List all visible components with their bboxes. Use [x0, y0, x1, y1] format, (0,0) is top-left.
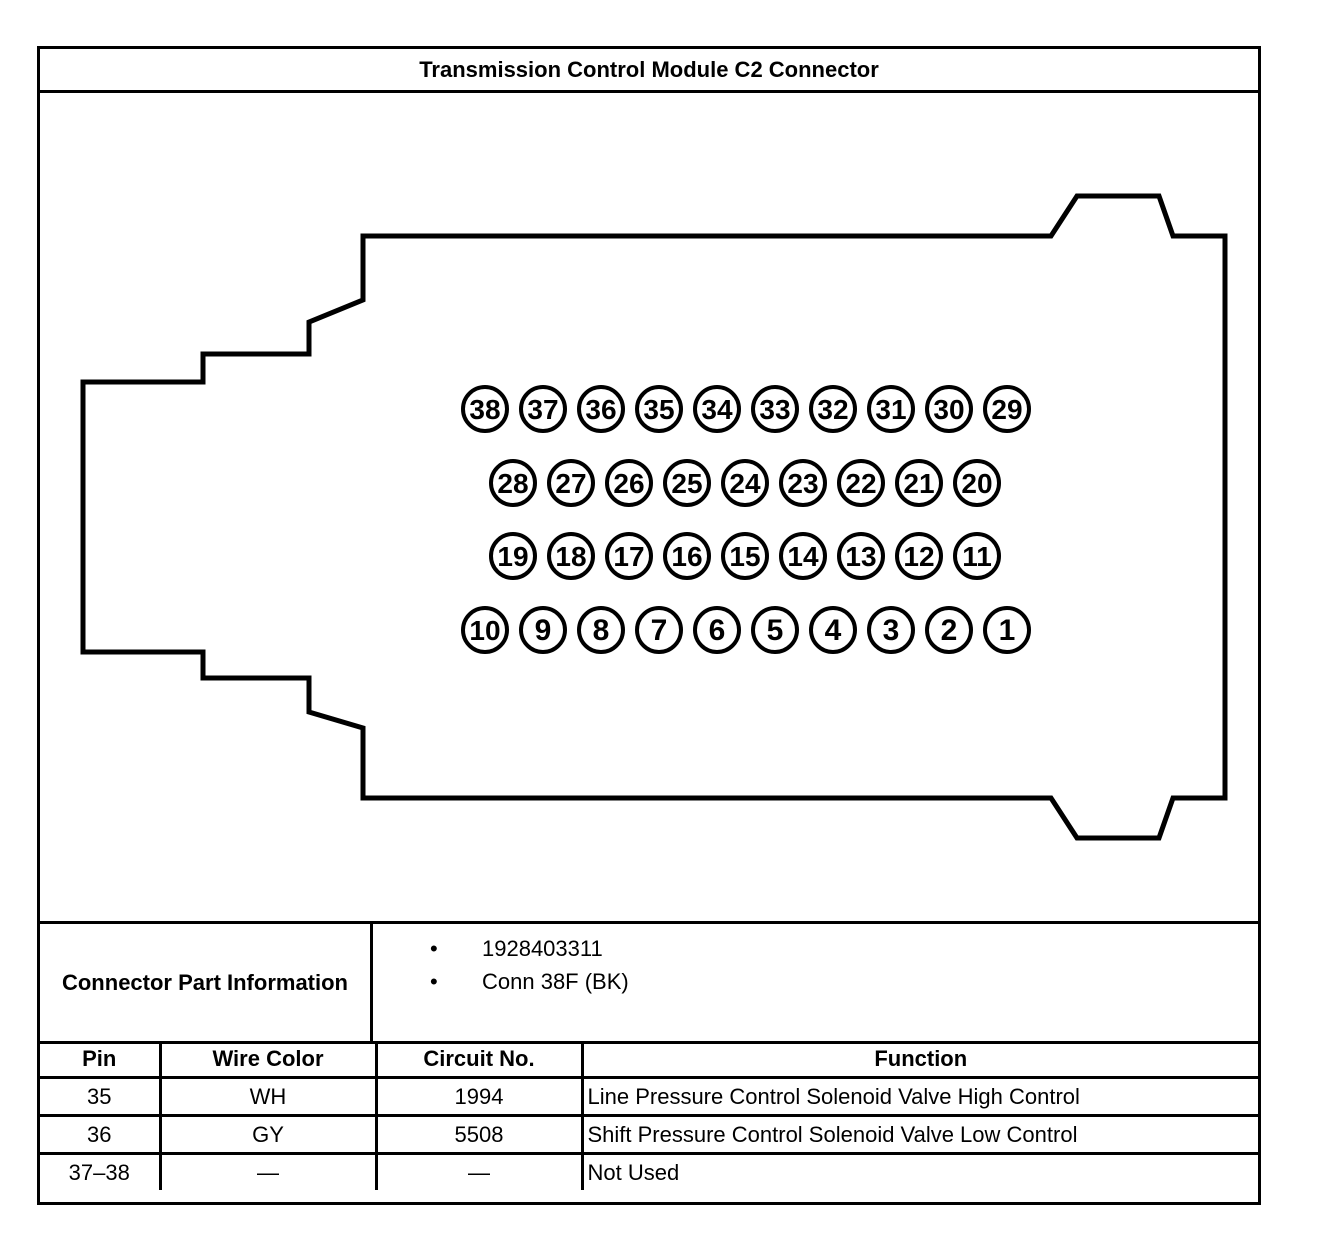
pin-8 [579, 608, 623, 652]
pin-grid [463, 387, 1029, 652]
connector-diagram [40, 90, 1258, 924]
cell-wire-color: GY [160, 1116, 376, 1154]
pin-label: 30 [933, 394, 965, 425]
pin-label: 14 [787, 541, 819, 572]
pin-label: 5 [766, 614, 784, 647]
pin-27 [549, 461, 593, 505]
pin-label: 17 [613, 541, 645, 572]
pin-20 [955, 461, 999, 505]
page-title: Transmission Control Module C2 Connector [40, 49, 1258, 93]
pin-3 [869, 608, 913, 652]
table-header-row [40, 1041, 1258, 1078]
pin-label: 19 [497, 541, 529, 572]
pin-label: 28 [497, 468, 529, 499]
pin-label: 10 [469, 615, 501, 646]
pin-14 [781, 534, 825, 578]
pin-18 [549, 534, 593, 578]
pin-9 [521, 608, 565, 652]
pin-label: 23 [787, 468, 819, 499]
pin-label: 3 [882, 614, 900, 647]
pin-label: 16 [671, 541, 703, 572]
pin-label: 27 [555, 468, 587, 499]
connector-description: • Conn 38F (BK) [376, 965, 629, 998]
pin-label: 13 [845, 541, 877, 572]
connector-part-info [40, 924, 1258, 1044]
pin-2 [927, 608, 971, 652]
pin-7 [637, 608, 681, 652]
pin-label: 24 [729, 468, 761, 499]
pin-label: 2 [940, 614, 958, 647]
pin-label: 26 [613, 468, 645, 499]
pin-30 [927, 387, 971, 431]
pin-label: 31 [875, 394, 907, 425]
pin-13 [839, 534, 883, 578]
pin-28 [491, 461, 535, 505]
table-row [40, 1154, 1258, 1191]
pin-23 [781, 461, 825, 505]
pin-table [40, 1041, 1258, 1190]
pin-38 [463, 387, 507, 431]
pin-label: 11 [962, 541, 992, 572]
cell-circuit: — [376, 1154, 582, 1191]
part-info-list [376, 932, 629, 998]
cell-wire-color: WH [160, 1078, 376, 1116]
pin-label: 29 [991, 394, 1023, 425]
part-number: • 1928403311 [376, 932, 629, 965]
pin-34 [695, 387, 739, 431]
pin-12 [897, 534, 941, 578]
pin-33 [753, 387, 797, 431]
header-function: Function [582, 1041, 1258, 1078]
pin-label: 15 [729, 541, 761, 572]
pin-label: 9 [534, 614, 552, 647]
pin-37 [521, 387, 565, 431]
pin-35 [637, 387, 681, 431]
pin-15 [723, 534, 767, 578]
connector-drawing [3, 0, 1328, 1000]
pin-label: 22 [845, 468, 877, 499]
pin-1 [985, 608, 1029, 652]
pin-36 [579, 387, 623, 431]
header-wire-color: Wire Color [160, 1041, 376, 1078]
pin-11 [955, 534, 999, 578]
table-row [40, 1078, 1258, 1116]
pin-24 [723, 461, 767, 505]
pin-4 [811, 608, 855, 652]
pin-label: 38 [469, 394, 501, 425]
pin-label: 6 [708, 614, 726, 647]
pin-26 [607, 461, 651, 505]
pin-label: 1 [998, 614, 1016, 647]
header-circuit: Circuit No. [376, 1041, 582, 1078]
pin-label: 12 [903, 541, 935, 572]
cell-circuit: 5508 [376, 1116, 582, 1154]
pin-19 [491, 534, 535, 578]
pin-label: 32 [817, 394, 849, 425]
pin-label: 35 [643, 394, 675, 425]
pin-label: 4 [824, 614, 842, 647]
pin-label: 7 [650, 614, 668, 647]
pin-22 [839, 461, 883, 505]
cell-pin: 35 [40, 1078, 160, 1116]
pin-25 [665, 461, 709, 505]
cell-wire-color: — [160, 1154, 376, 1191]
cell-function: Line Pressure Control Solenoid Valve High Control [582, 1078, 1258, 1116]
pin-label: 18 [555, 541, 587, 572]
cell-circuit: 1994 [376, 1078, 582, 1116]
pin-17 [607, 534, 651, 578]
pin-10 [463, 608, 507, 652]
pin-label: 25 [671, 468, 703, 499]
connector-sheet [37, 46, 1261, 1205]
pin-label: 8 [592, 614, 610, 647]
table-row [40, 1116, 1258, 1154]
header-pin: Pin [40, 1041, 160, 1078]
pin-6 [695, 608, 739, 652]
part-info-label: Connector Part Information [40, 924, 373, 1041]
pin-16 [665, 534, 709, 578]
pin-5 [753, 608, 797, 652]
connector-outline [83, 196, 1225, 838]
pin-label: 36 [585, 394, 617, 425]
pin-label: 37 [527, 394, 559, 425]
cell-pin: 36 [40, 1116, 160, 1154]
pin-32 [811, 387, 855, 431]
pin-29 [985, 387, 1029, 431]
pin-label: 20 [961, 468, 993, 499]
cell-pin: 37–38 [40, 1154, 160, 1191]
pin-31 [869, 387, 913, 431]
pin-label: 33 [759, 394, 791, 425]
cell-function: Shift Pressure Control Solenoid Valve Low Control [582, 1116, 1258, 1154]
pin-label: 21 [903, 468, 935, 499]
pin-label: 34 [701, 394, 733, 425]
pin-21 [897, 461, 941, 505]
cell-function: Not Used [582, 1154, 1258, 1191]
